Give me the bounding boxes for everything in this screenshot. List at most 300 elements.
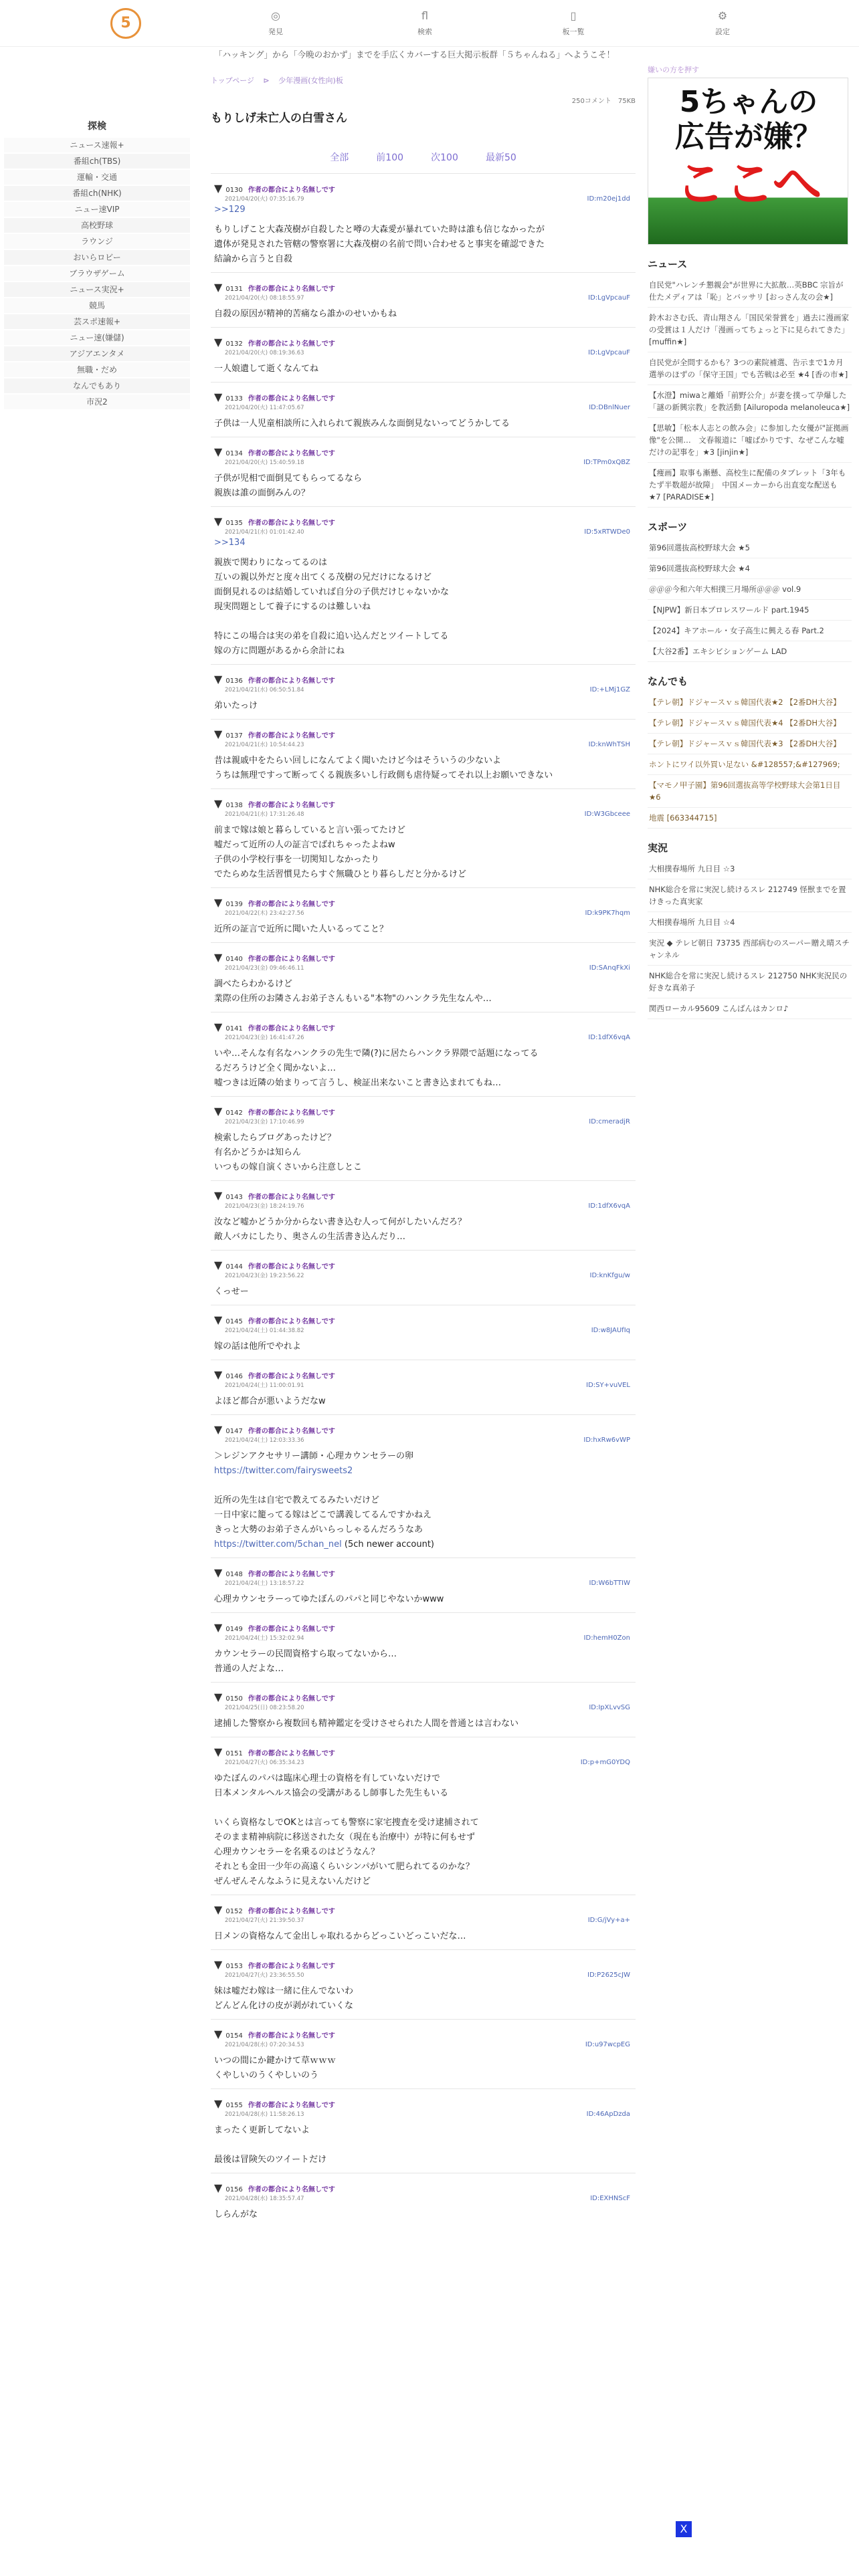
- headline-link[interactable]: 自民党が全問するかも？3つの素院補選、告示まで1カ月 選挙のほずの「保守王国」でも苦戦は必至 ★4 [香の市★]: [648, 352, 852, 385]
- post-id[interactable]: ID:W3Gbceee: [584, 811, 630, 818]
- post-number[interactable]: 0144: [225, 1263, 243, 1271]
- post-header: [214, 1021, 636, 1033]
- post-id[interactable]: ID:46ApDzda: [586, 2111, 630, 2118]
- post-number[interactable]: 0145: [225, 1318, 243, 1325]
- post-header: [214, 1903, 636, 1916]
- post: [211, 1096, 636, 1180]
- post-date: 2021/04/28(水) 11:58:26.13: [225, 2111, 304, 2118]
- thread-meta: 250コメント 75KB: [571, 98, 636, 105]
- sidebar-item[interactable]: 市況2: [4, 395, 190, 409]
- headline-link[interactable]: NHK総合を常に実況し続けるスレ 212750 NHK実況民の好きな真弟子: [648, 966, 852, 998]
- post: [211, 887, 636, 942]
- sidebar-item[interactable]: なんでもあり: [4, 379, 190, 393]
- headline-link[interactable]: 【大谷2番】エキシビションゲーム LAD: [648, 641, 852, 662]
- post-number[interactable]: 0146: [225, 1373, 243, 1380]
- post-id[interactable]: ID:knKfgu/w: [589, 1272, 630, 1279]
- post-author: 作者の都合により名無しです: [248, 1571, 335, 1578]
- post-id[interactable]: ID:w8JAUfIq: [591, 1327, 630, 1334]
- post-header: [214, 1566, 636, 1579]
- post-number[interactable]: 0142: [225, 1109, 243, 1117]
- headline-link[interactable]: 【テレ朝】ドジャースｖｓ韓国代表★2 【2番DH大谷】: [648, 692, 852, 713]
- post-date: 2021/04/20(火) 15:40:59.18: [225, 459, 304, 466]
- post: [211, 1012, 636, 1096]
- post-date: 2021/04/23(金) 19:23:56.22: [225, 1273, 304, 1279]
- headline-link[interactable]: 【水澄】miwaと離婚「前野公介」が妻を撲って孕爆した「謎の新興宗教」を教活動 [Ailuropoda melanoleuca★]: [648, 385, 852, 418]
- post-id[interactable]: ID:cmeradjR: [589, 1118, 630, 1125]
- sidebar-item[interactable]: 番組ch(NHK): [4, 186, 190, 201]
- post-author: 作者の都合により名無しです: [248, 1428, 335, 1435]
- post: [211, 2019, 636, 2088]
- post-id[interactable]: ID:LgVpcauF: [588, 349, 630, 356]
- headline-link[interactable]: 大相撲春場所 九日目 ☆3: [648, 859, 852, 879]
- post-number[interactable]: 0141: [225, 1025, 243, 1033]
- post-body: ゆたぼんのパパは臨床心理士の資格を有していないだけで 日本メンタルヘルス協会の受講があるし師事した先生もいる いくら資格なしでOKとは言っても警察に家宅捜査を受け逮捕されて そのまま精神病院に移送された女（現在も治療中）が特に何もせず 心理カウンセラーを名乗るのはどうなん？ それとも金田一少年の高遠くらいシンパがいて肥られてるのかな？ ぜんぜんそんなふうに見えないんだけど: [214, 1774, 479, 1887]
- post: [211, 942, 636, 1012]
- post-body: いや…そんな有名なハンクラの先生で隣(?)に居たらハンクラ界隈で話題になってる るだろうけど全く聞かないよ… 嘘つきは近隣の始まりって言うし、検証出来ないこと書き込まれてもね…: [214, 1049, 539, 1088]
- post-header: [214, 2097, 636, 2110]
- post-header: [214, 1745, 636, 1758]
- post-body: 子供は一人児童相談所に入れられて親族みんな面倒見ないってどうかしてる: [214, 419, 510, 429]
- headline-link[interactable]: 大相撲春場所 九日目 ☆4: [648, 912, 852, 933]
- post-author: 作者の都合により名無しです: [248, 732, 335, 740]
- pager-prev100[interactable]: 前100: [376, 152, 404, 163]
- post-body: 調べたらわかるけど 業際の住所のお隣さんお弟子さんもいる"本物"のハンクラ先生なんや…: [214, 979, 492, 1004]
- post: [211, 1305, 636, 1360]
- post-body: 一人娘遺して逝くなんてね: [214, 364, 319, 374]
- post-arrow-icon[interactable]: ▼: [214, 445, 226, 458]
- headline-link[interactable]: 【テレ朝】ドジャースｖｓ韓国代表★3 【2番DH大谷】: [648, 734, 852, 754]
- post-header: [214, 896, 636, 909]
- post-header: [214, 1189, 636, 1202]
- post-body: 嫁の話は他所でやれよ: [214, 1341, 302, 1352]
- post-author: 作者の都合により名無しです: [248, 1626, 335, 1633]
- post-body: 検索したらブログあったけど？ 有名かどうかは知らん いつもの嫁自演くさいから注意しとこ: [214, 1133, 363, 1172]
- post-arrow-icon[interactable]: ▼: [214, 391, 226, 403]
- post-id[interactable]: ID:m20ej1dd: [587, 195, 630, 203]
- post-id[interactable]: ID:EXHNScF: [590, 2195, 630, 2202]
- post-date: 2021/04/28(水) 07:20:34.53: [225, 2042, 304, 2048]
- headline-link[interactable]: 【NJPW】新日本プロレスワールド part.1945: [648, 600, 852, 621]
- post-number[interactable]: 0139: [225, 901, 243, 908]
- post-header: [214, 515, 636, 528]
- post-body: 近所の証言で近所に聞いた人いるってこと？: [214, 924, 389, 934]
- post: [211, 1558, 636, 1612]
- post-author: 作者の都合により名無しです: [248, 1263, 335, 1271]
- sidebar-item[interactable]: 無職・だめ: [4, 362, 190, 377]
- post-header: [214, 2181, 636, 2194]
- top-navigation-bar: [0, 0, 859, 47]
- post-body: ＞レジンアクセサリー講師・心理カウンセラーの卵 https://twitter.com/fairysweets2 近所の先生は自宅で教えてるみたいだけど 一日中家に籠ってる嫁はどこで講義してるんですかねえ きっと大勢のお弟子さんがいらっしゃるんだろうなあ https://twitter.com/5chan_nel (5ch newer account): [214, 1451, 434, 1549]
- post: [211, 1180, 636, 1250]
- post-number[interactable]: 0147: [225, 1428, 243, 1435]
- post-number[interactable]: 0131: [225, 286, 243, 293]
- post-header: [214, 1621, 636, 1634]
- post: [211, 1612, 636, 1682]
- headline-link[interactable]: 【痩画】取事も漸懸、高校生に配備のタブレット「3年もたず半数超が故障」 中国メーカーから出直変な配送も ★7 [PARADISE★]: [648, 463, 852, 508]
- post-list: [211, 173, 636, 2228]
- ad-line-3: ここへ: [675, 155, 822, 213]
- post-id[interactable]: ID:u97wcpEG: [585, 2041, 630, 2048]
- post-arrow-icon[interactable]: ▼: [214, 336, 226, 348]
- post-arrow-icon[interactable]: ▼: [214, 1105, 226, 1117]
- sidebar-list: [0, 138, 194, 409]
- post-arrow-icon[interactable]: ▼: [214, 1903, 226, 1916]
- list-icon: ▯: [570, 9, 577, 22]
- post: [211, 2173, 636, 2228]
- post-number[interactable]: 0137: [225, 732, 243, 740]
- post-body: よほど都合が悪いようだなw: [214, 1396, 326, 1406]
- post-id[interactable]: ID:k9PK7hqm: [585, 909, 630, 917]
- post-header: [214, 1105, 636, 1117]
- post: [211, 327, 636, 382]
- post-number[interactable]: 0155: [225, 2102, 243, 2109]
- post-header: [214, 2028, 636, 2040]
- post-date: 2021/04/21(水) 17:31:26.48: [225, 811, 304, 818]
- post-date: 2021/04/23(金) 18:24:19.76: [225, 1203, 304, 1210]
- headline-link[interactable]: 鈴木おさむ氏、青山翔さん「国民栄誉賞を」過去に漫画家の受賞は１人だけ「漫画ってちょっと下に見られてきた」 [muffin★]: [648, 308, 852, 352]
- nav-search[interactable]: [385, 9, 465, 37]
- headline-link[interactable]: 【思敏】「松本人志との飲み会」に参加した女優が"証拠画像"を公開… 文春報道に「嘘ばかりです、なぜこんな嘘だけの記事を」★3 [jinjin★]: [648, 418, 852, 463]
- section-title: 実況: [648, 842, 668, 854]
- post: [211, 1414, 636, 1558]
- post-author: 作者の都合により名無しです: [248, 1194, 335, 1201]
- ad-line-1: 5ちゃんの 広告が嫌？: [675, 85, 822, 154]
- sidebar-item[interactable]: 競馬: [4, 298, 190, 313]
- post-id[interactable]: ID:P2625cJW: [587, 1971, 630, 1979]
- post-body: 親族で関わりになってるのは 互いの親以外だと度々出てくる茂樹の兄だけになるけど 面倒見れるのは結婚していれば自分の子供だけじゃないかな 現実問題として養子にするのは難しいね 特にこの場合は実の弟を自殺に追い込んだとツイートしてる 嫁の方に問題があるから余計にね: [214, 558, 450, 656]
- post-number[interactable]: 0143: [225, 1194, 243, 1201]
- post-author: 作者の都合により名無しです: [248, 802, 335, 809]
- headline-link[interactable]: 実況 ◆ テレビ朝日 73735 西部病むのスーパー贈え晴スチャンネル: [648, 933, 852, 966]
- post-number[interactable]: 0148: [225, 1571, 243, 1578]
- post-arrow-icon[interactable]: ▼: [214, 1368, 226, 1381]
- post-id[interactable]: ID:knWhTSH: [588, 741, 630, 748]
- post-number[interactable]: 0135: [225, 520, 243, 527]
- post-date: 2021/04/20(火) 08:19:36.63: [225, 350, 304, 356]
- nav-discover-label: 発見: [268, 27, 283, 36]
- post-header: [214, 336, 636, 348]
- post-id[interactable]: ID:IpXLvvSG: [589, 1704, 630, 1711]
- post-date: 2021/04/23(金) 17:10:46.99: [225, 1119, 304, 1125]
- post-body: 逮捕した警察から複数回も精神鑑定を受けさせられた人間を普通とは言わない: [214, 1719, 519, 1729]
- close-ad-button[interactable]: X: [676, 2521, 692, 2537]
- post-date: 2021/04/21(水) 01:01:42.40: [225, 529, 304, 536]
- post-date: 2021/04/25(日) 08:23:58.20: [225, 1705, 304, 1711]
- post-body: くっせー: [214, 1287, 249, 1297]
- right-column: [648, 64, 852, 1019]
- post: [211, 2088, 636, 2173]
- post-date: 2021/04/24(土) 11:00:01.91: [225, 1382, 304, 1389]
- post-arrow-icon[interactable]: ▼: [214, 182, 226, 195]
- post-arrow-icon[interactable]: ▼: [214, 673, 226, 685]
- post-anchor-link[interactable]: >>129: [214, 205, 246, 215]
- post-id[interactable]: ID:SY+vuVEL: [586, 1382, 630, 1389]
- explore-sidebar: [0, 114, 194, 411]
- post-body: 自殺の原因が精神的苦痛なら誰かのせいかもね: [214, 309, 397, 319]
- post: [211, 173, 636, 272]
- sidebar-item[interactable]: アジアエンタメ: [4, 346, 190, 361]
- post-header: [214, 1259, 636, 1271]
- sidebar-item[interactable]: 芸スポ速報+: [4, 314, 190, 329]
- post: [211, 1360, 636, 1414]
- post-body: 汝など嘘かどうか分からない書き込む人って何がしたいんだろ？ 敵人バカにしたり、奥さんの生活書き込んだり…: [214, 1217, 467, 1242]
- post-header: [214, 673, 636, 685]
- post-author: 作者の都合により名無しです: [248, 520, 335, 527]
- sidebar-item[interactable]: 高校野球: [4, 218, 190, 233]
- post-anchor-link[interactable]: >>134: [214, 538, 246, 548]
- post-author: 作者の都合により名無しです: [248, 1025, 335, 1033]
- nav-settings[interactable]: [682, 9, 763, 37]
- post-body: もりしげこと大森茂樹が自殺したと噂の大森愛が暴れていた時は誰も信じなかったが 遺体が発見された管轄の警察署に大森茂樹の名前で問い合わせると事実を確認できた 結論から言うと自殺: [214, 225, 545, 264]
- post-id[interactable]: ID:LgVpcauF: [588, 294, 630, 302]
- compass-icon: ◎: [271, 9, 280, 22]
- nav-board-list[interactable]: [533, 9, 613, 37]
- post: [211, 1949, 636, 2019]
- ad-label[interactable]: 嫌いの方を押す: [648, 66, 699, 74]
- post-body: 日メンの資格なんて金出しゃ取れるからどっこいどっこいだな…: [214, 1931, 466, 1941]
- post-arrow-icon[interactable]: ▼: [214, 281, 226, 294]
- post-arrow-icon[interactable]: ▼: [214, 1313, 226, 1326]
- headline-link[interactable]: 第96回選抜高校野球大会 ★4: [648, 558, 852, 579]
- post-author: 作者の都合により名無しです: [248, 450, 335, 457]
- sidebar-heading: 探検: [88, 121, 106, 132]
- post-date: 2021/04/27(火) 21:39:50.37: [225, 1917, 304, 1924]
- post-arrow-icon[interactable]: ▼: [214, 1189, 226, 1202]
- post-body: しらんがな: [214, 2210, 258, 2220]
- post-id[interactable]: ID:G/jVy+a+: [587, 1917, 630, 1924]
- headline-link[interactable]: 関西ローカル95609 こんばんはカンロ♪: [648, 998, 852, 1019]
- post-header: [214, 391, 636, 403]
- post-author: 作者の都合により名無しです: [248, 1750, 335, 1757]
- post-arrow-icon[interactable]: ▼: [214, 951, 226, 964]
- post-author: 作者の都合により名無しです: [248, 1908, 335, 1915]
- post-arrow-icon[interactable]: ▼: [214, 2097, 226, 2110]
- sidebar-item[interactable]: ニュー速VIP: [4, 202, 190, 217]
- post-body: いつの間にか鍵かけて草ｗｗｗ くやしいのうくやしいのう: [214, 2056, 337, 2080]
- post-author: 作者の都合により名無しです: [248, 677, 335, 685]
- post: [211, 664, 636, 719]
- post-date: 2021/04/23(金) 16:41:47.26: [225, 1035, 304, 1041]
- post-number[interactable]: 0149: [225, 1626, 243, 1633]
- post-arrow-icon[interactable]: ▼: [214, 1566, 226, 1579]
- post-author: 作者の都合により名無しです: [248, 901, 335, 908]
- breadcrumb-separator: ⊳: [263, 76, 270, 85]
- post-url-link[interactable]: https://twitter.com/fairysweets2: [214, 1466, 353, 1476]
- post-date: 2021/04/20(火) 11:47:05.67: [225, 405, 304, 411]
- thread-pager: [211, 150, 636, 164]
- post-header: [214, 797, 636, 810]
- post-author: 作者の都合により名無しです: [248, 1318, 335, 1325]
- post-header: [214, 281, 636, 294]
- post-id[interactable]: ID:SAnqFkXi: [589, 964, 630, 972]
- headline-link[interactable]: 【テレ朝】ドジャースｖｓ韓国代表★4 【2番DH大谷】: [648, 713, 852, 734]
- headline-link[interactable]: ホントにワイ以外買い足ない &#128557;&#127969;: [648, 754, 852, 775]
- post: [211, 437, 636, 506]
- post-body: 子供が児相で面倒見てもらってるなら 親族は誰の面倒みんの？: [214, 473, 363, 498]
- post-number[interactable]: 0151: [225, 1750, 243, 1757]
- post-author: 作者の都合により名無しです: [248, 956, 335, 963]
- post-author: 作者の都合により名無しです: [248, 1963, 335, 1970]
- post-body: 弟いたっけ: [214, 701, 258, 711]
- post-date: 2021/04/21(水) 06:50:51.84: [225, 687, 304, 693]
- post-author: 作者の都合により名無しです: [248, 1109, 335, 1117]
- pager-next100[interactable]: 次100: [431, 152, 458, 163]
- post-arrow-icon[interactable]: ▼: [214, 1745, 226, 1758]
- post-arrow-icon[interactable]: ▼: [214, 2028, 226, 2040]
- post-number[interactable]: 0152: [225, 1908, 243, 1915]
- post-id[interactable]: ID:DBnlNuer: [589, 404, 630, 411]
- post: [211, 382, 636, 437]
- post-number[interactable]: 0154: [225, 2032, 243, 2040]
- post-author: 作者の都合により名無しです: [248, 340, 335, 348]
- post-date: 2021/04/20(火) 07:35:16.79: [225, 196, 304, 203]
- post: [211, 506, 636, 664]
- post-date: 2021/04/24(土) 12:03:33.36: [225, 1437, 304, 1444]
- post-body: 妹は嘘だわ嫁は一緒に住んでないわ どんどん化けの皮が剥がれていくな: [214, 1986, 354, 2011]
- post-date: 2021/04/22(木) 23:42:27.56: [225, 910, 304, 917]
- post-arrow-icon[interactable]: ▼: [214, 1021, 226, 1033]
- post-url-link[interactable]: https://twitter.com/5chan_nel: [214, 1539, 342, 1549]
- post-number[interactable]: 0134: [225, 450, 243, 457]
- post-arrow-icon[interactable]: ▼: [214, 797, 226, 810]
- post: [211, 719, 636, 788]
- headline-link[interactable]: 第96回選抜高校野球大会 ★5: [648, 538, 852, 558]
- sidebar-item[interactable]: 番組ch(TBS): [4, 154, 190, 169]
- ad-banner[interactable]: [648, 78, 848, 245]
- post-id[interactable]: ID:W6bTTIW: [589, 1580, 630, 1587]
- post-date: 2021/04/24(土) 15:32:02.94: [225, 1635, 304, 1642]
- post-author: 作者の都合により名無しです: [248, 1695, 335, 1703]
- post-date: 2021/04/21(水) 10:54:44.23: [225, 742, 304, 748]
- search-icon: fl: [421, 9, 429, 22]
- post-header: [214, 1423, 636, 1436]
- section-title: なんでも: [648, 675, 688, 687]
- post-author: 作者の都合により名無しです: [248, 187, 335, 194]
- post-number[interactable]: 0153: [225, 1963, 243, 1970]
- headline-link[interactable]: 地震 [663344715]: [648, 808, 852, 829]
- post: [211, 788, 636, 887]
- post-header: [214, 951, 636, 964]
- nav-search-label: 検索: [417, 27, 432, 36]
- sidebar-item[interactable]: ニュース実況+: [4, 282, 190, 297]
- headline-link[interactable]: NHK総合を常に実況し続けるスレ 212749 怪獣までを置けきった真実家: [648, 879, 852, 912]
- post-author: 作者の都合により名無しです: [248, 2032, 335, 2040]
- breadcrumb: [211, 75, 636, 86]
- breadcrumb-home[interactable]: トップページ: [211, 76, 255, 85]
- post-date: 2021/04/27(火) 23:36:55.50: [225, 1972, 304, 1979]
- post-header: [214, 445, 636, 458]
- post-author: 作者の都合により名無しです: [248, 2102, 335, 2109]
- headline-sections: [648, 257, 852, 1019]
- post: [211, 1895, 636, 1949]
- post-number[interactable]: 0140: [225, 956, 243, 963]
- post-date: 2021/04/23(金) 09:46:46.11: [225, 965, 304, 972]
- post-author: 作者の都合により名無しです: [248, 1373, 335, 1380]
- post-date: 2021/04/24(土) 13:18:57.22: [225, 1580, 304, 1587]
- nav-settings-label: 設定: [715, 27, 730, 36]
- gear-icon: ⚙: [717, 9, 728, 22]
- post-date: 2021/04/28(水) 18:35:57.47: [225, 2195, 304, 2202]
- post-arrow-icon[interactable]: ▼: [214, 1691, 226, 1703]
- post-arrow-icon[interactable]: ▼: [214, 515, 226, 528]
- post: [211, 1682, 636, 1737]
- post-id[interactable]: ID:p+mG0YDQ: [580, 1759, 630, 1766]
- sidebar-item[interactable]: ラウンジ: [4, 234, 190, 249]
- post-header: [214, 182, 636, 195]
- sidebar-item[interactable]: ニュース速報+: [4, 138, 190, 152]
- post-id[interactable]: ID:+LMj1GZ: [589, 686, 630, 693]
- post-body: 昔は親戚中をたらい回しになんてよく聞いたけど今はそういうの少ないよ うちは無理ですって断ってくる親族多いし行政側も虐待疑ってそれ以上お願いできない: [214, 756, 553, 780]
- post-arrow-icon[interactable]: ▼: [214, 1423, 226, 1436]
- post-header: [214, 728, 636, 740]
- post-arrow-icon[interactable]: ▼: [214, 1259, 226, 1271]
- post-arrow-icon[interactable]: ▼: [214, 896, 226, 909]
- post-id[interactable]: ID:hxRw6vWP: [583, 1436, 630, 1444]
- post-number[interactable]: 0130: [225, 187, 243, 194]
- post-id[interactable]: ID:1dfX6vqA: [588, 1034, 630, 1041]
- post-author: 作者の都合により名無しです: [248, 2186, 335, 2193]
- headline-link[interactable]: 自民党"ハレンチ懇親会"が世界に大拡散…英BBC 宗旨が仕たメディアは「恥」とバッサリ [おっさん友の会★]: [648, 275, 852, 308]
- post-header: [214, 1313, 636, 1326]
- post-number[interactable]: 0150: [225, 1695, 243, 1703]
- sidebar-item[interactable]: ニュー速(嫌儲): [4, 330, 190, 345]
- nav-discover[interactable]: [235, 9, 316, 37]
- post: [211, 1737, 636, 1895]
- post-id[interactable]: ID:hemH0Zon: [583, 1634, 630, 1642]
- sidebar-item[interactable]: 運輸・交通: [4, 170, 190, 185]
- post-header: [214, 1958, 636, 1971]
- post-date: 2021/04/27(火) 06:35:34.23: [225, 1759, 304, 1766]
- post-arrow-icon[interactable]: ▼: [214, 1621, 226, 1634]
- breadcrumb-board[interactable]: 少年漫画(女性向)板: [278, 76, 343, 85]
- post-number[interactable]: 0156: [225, 2186, 243, 2193]
- post-number[interactable]: 0133: [225, 395, 243, 403]
- post-number[interactable]: 0136: [225, 677, 243, 685]
- post-author: 作者の都合により名無しです: [248, 286, 335, 293]
- thread-title: もりしげ未亡人の白雪さん: [211, 112, 347, 125]
- pager-latest50[interactable]: 最新50: [485, 152, 516, 163]
- post-number[interactable]: 0138: [225, 802, 243, 809]
- post-body: まったく更新してないよ 最後は冒険矢のツイートだけ: [214, 2125, 327, 2165]
- post-body: カウンセラーの民間資格すら取ってないから… 普通の人だよな…: [214, 1649, 397, 1674]
- post-date: 2021/04/24(土) 01:44:38.82: [225, 1327, 304, 1334]
- post-arrow-icon[interactable]: ▼: [214, 1958, 226, 1971]
- headline-link[interactable]: 【マモノ甲子園】第96回選抜高等学校野球大会第1日目 ★6: [648, 775, 852, 808]
- sidebar-item[interactable]: おいらロビー: [4, 250, 190, 265]
- welcome-ticker: 「ハッキング」から「今晩のおかず」までを手広くカバーする巨大掲示板群「５ちゃんねる」へようこそ！: [214, 49, 615, 60]
- post-body: 心理カウンセラーってゆたぼんのパパと同じやないかwww: [214, 1594, 444, 1604]
- post-arrow-icon[interactable]: ▼: [214, 728, 226, 740]
- post-id[interactable]: ID:5xRTWDe0: [584, 528, 630, 536]
- headline-link[interactable]: ＠＠＠今和六年大相撲三月場所＠＠＠ vol.9: [648, 579, 852, 600]
- post-id[interactable]: ID:TPm0xQBZ: [583, 459, 630, 466]
- post-number[interactable]: 0132: [225, 340, 243, 348]
- post-header: [214, 1368, 636, 1381]
- pager-all[interactable]: 全部: [330, 152, 349, 163]
- post-id[interactable]: ID:1dfX6vqA: [588, 1202, 630, 1210]
- sidebar-item[interactable]: ブラウザゲーム: [4, 266, 190, 281]
- section-title: スポーツ: [648, 521, 688, 533]
- post-author: 作者の都合により名無しです: [248, 395, 335, 403]
- headline-link[interactable]: 【2024】キアホール・女子高生に興える春 Part.2: [648, 621, 852, 641]
- post-arrow-icon[interactable]: ▼: [214, 2181, 226, 2194]
- post-date: 2021/04/20(火) 08:18:55.97: [225, 295, 304, 302]
- thread-main: [211, 75, 636, 2228]
- ad-line-2: 広告が嫌？: [675, 120, 822, 154]
- site-logo[interactable]: 5: [110, 8, 141, 39]
- post: [211, 1250, 636, 1305]
- nav-board-list-label: 板一覧: [562, 27, 585, 36]
